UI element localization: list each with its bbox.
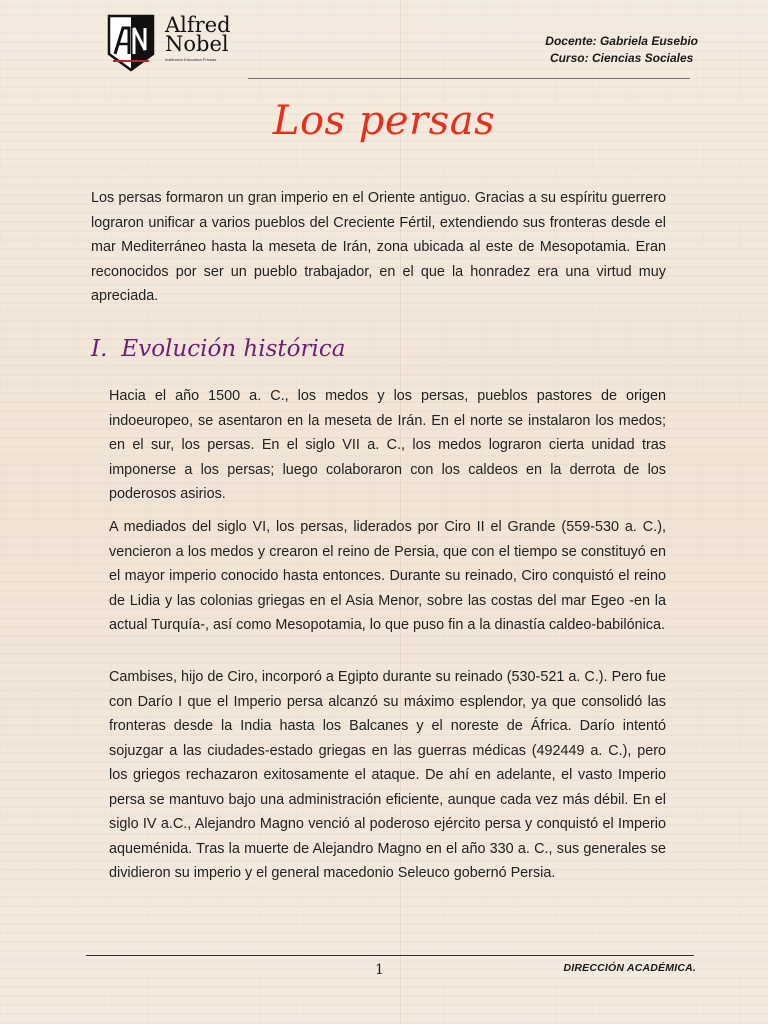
page-number: 1 [375,962,384,978]
footer-divider [86,955,694,956]
teacher-info [545,33,698,67]
course-name: Curso: Ciencias Sociales [549,51,694,65]
section-paragraph: Hacia el año 1500 a. C., los medos y los persas, pueblos pastores de origen indoeuropeo, se asentaron en la meseta de Irán. En el norte se instalaron los medos; en el sur, los persas. En el siglo VII a. C., los medos lograron cierta unidad tras imponerse a los persas; luego colaboraron con los caldeos en la derrota de los poderosos asirios. [109,388,666,502]
intro-paragraph: Los persas formaron un gran imperio en el Oriente antiguo. Gracias a su espíritu guerrero lograron unificar a varios pueblos del Creciente Fértil, extendiendo sus fronteras desde el mar Mediterráneo hasta la meseta de Irán, zona ubicada al este de Mesopotamia. Eran reconocidos por ser un pueblo trabajador, en el que la honradez era una virtud muy apreciada. [91,190,666,304]
footer-label: DIRECCIÓN ACADÉMICA. [563,962,696,974]
section-number: I. [91,336,108,362]
teacher-name: Docente: Gabriela Eusebio [545,34,698,48]
logo-tagline: Institución Educativa Privada [165,57,217,62]
school-shield-icon [107,14,155,72]
header-divider [248,78,690,79]
page-header [0,0,768,80]
school-logo [107,14,237,72]
logo-text-nobel: Nobel [165,32,229,56]
page-title: Los persas [272,98,496,144]
section-paragraph: Cambises, hijo de Ciro, incorporó a Egipto durante su reinado (530-521 a. C.). Pero fue con Darío I que el Imperio persa alcanzó su máximo esplendor, ya que consolidó las fronteras desde la India hasta los Balcanes y el noreste de África. Darío intentó sojuzgar a las ciudades-estado griegas en las guerras médicas (492449 a. C.), pero los griegos rechazaron exitosamente el ataque. De ahí en adelante, el vasto Imperio persa se mantuvo bajo una administración eficiente, aunque cada vez más débil. En el siglo IV a.C., Alejandro Magno venció al poderoso ejército persa y conquistó el Imperio aqueménida. Tras la muerte de Alejandro Magno en el año 330 a. C., sus generales se dividieron su imperio y el general macedonio Seleuco gobernó Persia. [109,669,666,881]
section-heading [91,336,345,362]
logo-text-alfred: Alfred [165,13,231,37]
section-paragraph: A mediados del siglo VI, los persas, liderados por Ciro II el Grande (559-530 a. C.), vencieron a los medos y crearon el reino de Persia, que con el tiempo se constituyó en el mayor imperio conocido hasta entonces. Durante su reinado, Ciro conquistó el reino de Lidia y las colonias griegas en el Asia Menor, sobre las costas del mar Egeo -en la actual Turquía-, así como Mesopotamia, lo que puso fin a la dinastía caldeo-babilónica. [109,519,666,633]
section-title-text: Evolución histórica [121,336,346,362]
